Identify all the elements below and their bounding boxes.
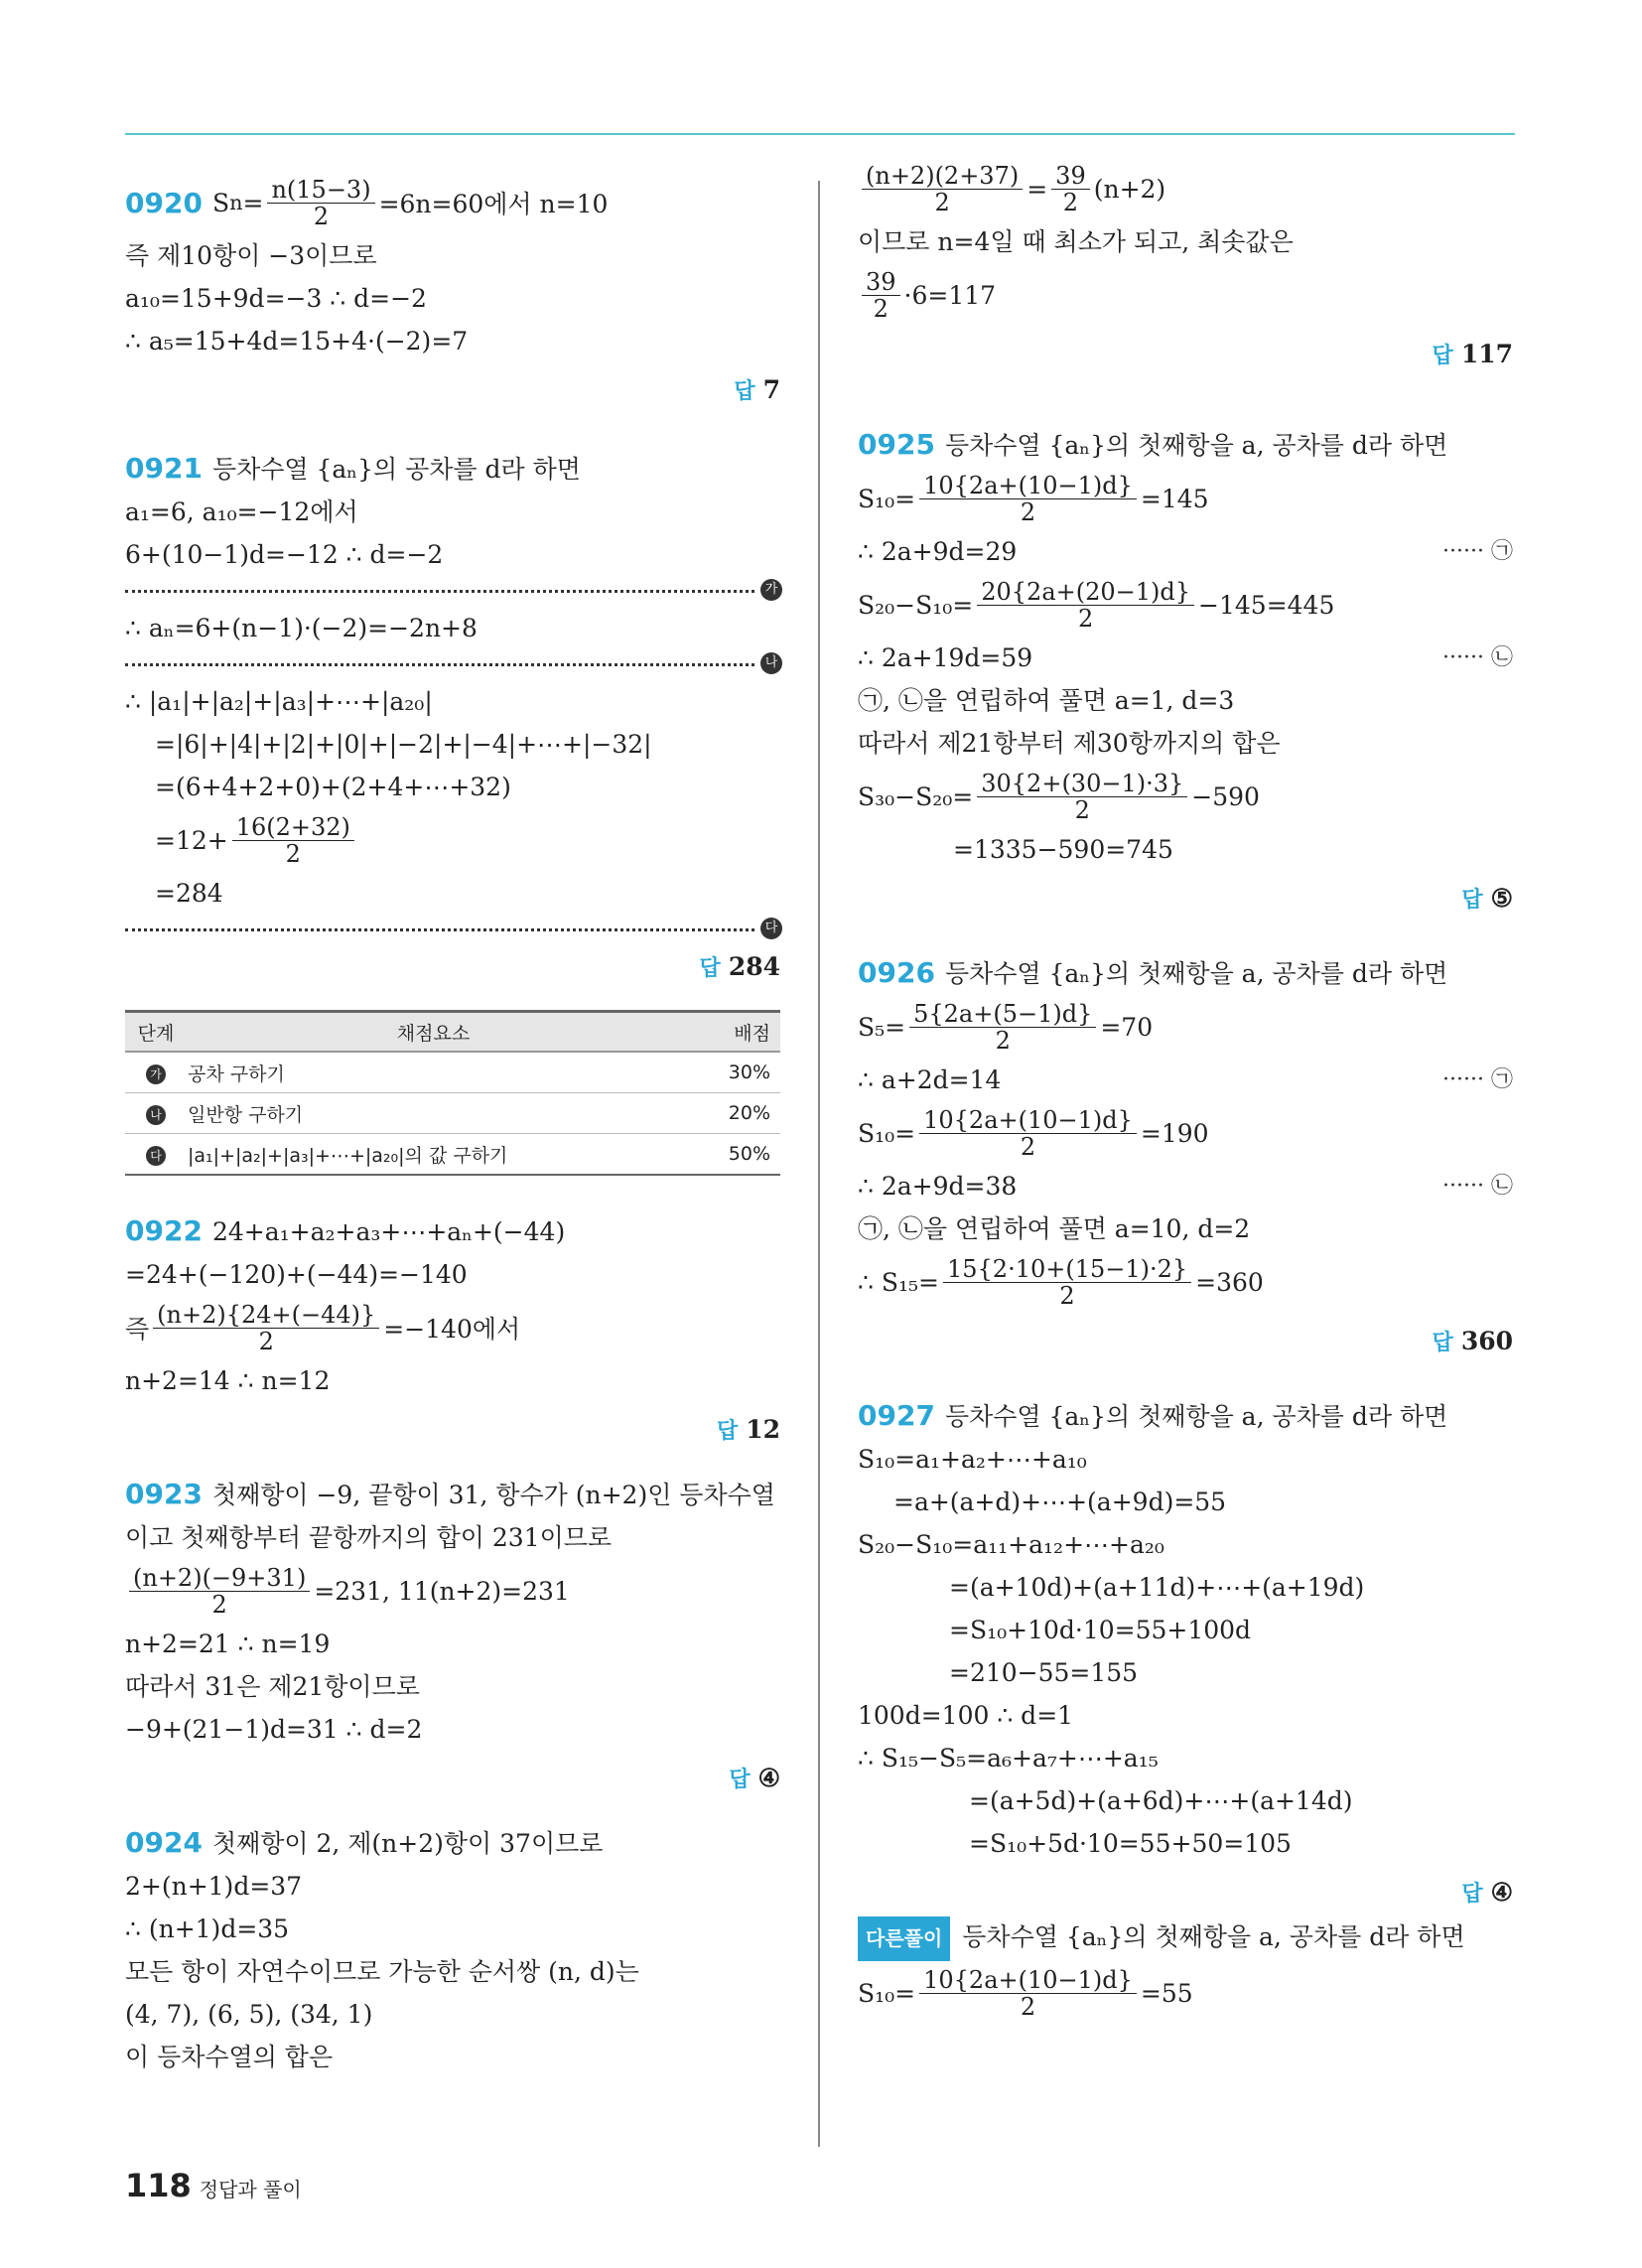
answer: 답 117 — [1432, 340, 1513, 368]
problem-0926: 0926 등차수열 {aₙ}의 첫째항을 a, 공차를 d라 하면 S₅= $\frac{5\{2a+(5-1)d\}}{2}$ =70 ∴ a+2d=14 ······ ㉠ S₁₀= $\frac{10\{2a+(10-1)d\}}{2}$ =190 ∴ 2a+9d=38 ······ ㉡ ㉠, ㉡을 연립하여 풀면 a=10, d=2 ∴ S₁₅= $\frac{15\{2\cdot 10+(15-1)\cdot 2\}}{2}$ =360 답 360 — [858, 951, 1513, 1364]
problem-0923: 0923 첫째항이 −9, 끝항이 31, 항수가 (n+2)인 등차수열 이고 첫째항부터 끝항까지의 합이 231이므로 $\frac{(n+2)(-9+31)}{2}$ =231, 11(n+2)=231 n+2=21 ∴ n=19 따라서 31은 제21항이므로 −9+(21−1)d=31 ∴ d=2 답 ④ — [125, 1473, 780, 1801]
right-column — [858, 161, 1513, 2025]
page-footer — [125, 2167, 302, 2204]
fraction: $\frac{n(15-3)}{2}$ — [267, 177, 374, 229]
answer: 답 12 — [716, 1415, 780, 1444]
fraction: $\frac{(n+2)(-9+31)}{2}$ — [129, 1565, 310, 1618]
header-rule — [125, 133, 1515, 135]
fraction: $\frac{5\{2a+(5-1)d\}}{2}$ — [909, 1001, 1096, 1054]
problem-0924-continued: $\frac{(n+2)(2+37)}{2}$ = $\frac{39}{2}$ (n+2) 이므로 n=4일 때 최소가 되고, 최솟값은 $\frac{39}{2}$ ·6=117 답 117 — [858, 157, 1513, 377]
step-divider — [125, 921, 778, 935]
fraction: $\frac{10\{2a+(10-1)d\}}{2}$ — [919, 1107, 1137, 1160]
answer: 답 ④ — [1461, 1878, 1513, 1907]
problem-0920: 0920 S n = $\frac{n(15-3)}{2}$ =6n=60에서 n=10 즉 제10항이 −3이므로 a₁₀=15+9d=−3 ∴ d=−2 ∴ a₅=15+4d=15+4·(−2)=7 답 7 — [125, 171, 780, 413]
problem-number: 0924 — [125, 1826, 203, 1859]
step-divider — [125, 582, 778, 597]
problem-number: 0927 — [858, 1399, 935, 1432]
problem-number: 0922 — [125, 1214, 203, 1247]
answer: 답 284 — [699, 952, 780, 981]
fraction: $\frac{39}{2}$ — [1051, 163, 1090, 215]
step-marker: 가 — [760, 579, 782, 601]
scoring-table: 단계 채점요소 배점 가 공차 구하기 30% 나 일반항 구하기 20% 다 |a₁|+|a₂|+|a₃|+⋯+|a₂₀|의 값 구하기 50% — [125, 1010, 780, 1176]
step-marker: 나 — [760, 652, 782, 674]
fraction: $\frac{16(2+32)}{2}$ — [232, 814, 354, 867]
fraction: $\frac{(n+2)\{24+(-44)\}}{2}$ — [153, 1302, 379, 1354]
step-marker: 다 — [760, 918, 782, 939]
problem-0927: 0927 등차수열 {aₙ}의 첫째항을 a, 공차를 d라 하면 S₁₀=a₁+a₂+⋯+a₁₀ =a+(a+d)+⋯+(a+9d)=55 S₂₀−S₁₀=a₁₁+a₁₂+⋯+a₂₀ =(a+10d)+(a+11d)+⋯+(a+19d) =S₁₀+10d·10=55+100d =210−55=155 100d=100 ∴ d=1 ∴ S₁₅−S₅=a₆+a₇+⋯+a₁₅ =(a+5d)+(a+6d)+⋯+(a+14d) =S₁₀+5d·10=55+50=105 답 ④ 다른풀이 등차수열 {aₙ}의 첫째항을 a, 공차를 d라 하면 S₁₀= $\frac{10\{2a+(10-1)d\}}{2}$ =55 — [858, 1399, 1513, 2021]
problem-number: 0921 — [125, 452, 203, 485]
answer: 답 7 — [734, 375, 780, 404]
answer: 답 360 — [1432, 1327, 1513, 1355]
page-label: 정답과 풀이 — [199, 2178, 302, 2201]
fraction: $\frac{15\{2\cdot 10+(15-1)\cdot 2\}}{2}$ — [943, 1256, 1191, 1309]
problem-0921: 0921 등차수열 {aₙ}의 공차를 d라 하면 a₁=6, a₁₀=−12에서 6+(10−1)d=−12 ∴ d=−2 가 ∴ aₙ=6+(n−1)·(−2)=−2n+8 나 ∴ |a₁|+|a₂|+|a₃|+⋯+|a₂₀| =|6|+|4|+|2|+|0|+|−2|+|−4|+⋯+|−32| =(6+4+2+0)+(2+4+⋯+32) =12+ $\frac{16(2+32)}{2}$ =284 다 답 284 — [125, 447, 780, 990]
table-row: 다 |a₁|+|a₂|+|a₃|+⋯+|a₂₀|의 값 구하기 50% — [125, 1134, 780, 1176]
answer: 답 ④ — [729, 1764, 780, 1792]
alt-solution-badge: 다른풀이 — [858, 1916, 950, 1961]
table-row: 나 일반항 구하기 20% — [125, 1093, 780, 1134]
problem-0925: 0925 등차수열 {aₙ}의 첫째항을 a, 공차를 d라 하면 S₁₀= $\frac{10\{2a+(10-1)d\}}{2}$ =145 ∴ 2a+9d=29 ······ ㉠ S₂₀−S₁₀= $\frac{20\{2a+(20-1)d\}}{2}$ −145=445 ∴ 2a+19d=59 ······ ㉡ ㉠, ㉡을 연립하여 풀면 a=1, d=3 따라서 제21항부터 제30항까지의 합은 S₃₀−S₂₀= $\frac{30\{2+(30-1)\cdot 3\}}{2}$ −590 =1335−590=745 답 ⑤ — [858, 423, 1513, 921]
fraction: $\frac{(n+2)(2+37)}{2}$ — [862, 163, 1023, 215]
answer: 답 ⑤ — [1461, 884, 1513, 913]
table-row: 가 공차 구하기 30% — [125, 1052, 780, 1093]
left-column — [125, 171, 780, 2078]
fraction: $\frac{30\{2+(30-1)\cdot 3\}}{2}$ — [977, 771, 1187, 823]
problem-0924: 0924 첫째항이 2, 제(n+2)항이 37이므로 2+(n+1)d=37 ∴ (n+1)d=35 모든 항이 자연수이므로 가능한 순서쌍 (n, d)는 (4, 7), (6, 5), (34, 1) 이 등차수열의 합은 — [125, 1826, 639, 2071]
fraction: $\frac{10\{2a+(10-1)d\}}{2}$ — [919, 473, 1137, 525]
step-divider — [125, 655, 778, 670]
problem-number: 0926 — [858, 956, 935, 989]
problem-number: 0925 — [858, 428, 935, 461]
problem-number: 0923 — [125, 1478, 203, 1510]
fraction: $\frac{10\{2a+(10-1)d\}}{2}$ — [919, 1967, 1137, 2020]
problem-number: 0920 — [125, 186, 203, 219]
column-divider — [818, 181, 820, 2147]
fraction: $\frac{20\{2a+(20-1)d\}}{2}$ — [977, 579, 1194, 632]
fraction: $\frac{39}{2}$ — [862, 269, 900, 322]
page-number: 118 — [125, 2167, 192, 2204]
problem-0922: 0922 24+a₁+a₂+a₃+⋯+aₙ+(−44) =24+(−120)+(−44)=−140 즉 $\frac{(n+2)\{24+(-44)\}}{2}$ =−140에서 n+2=14 ∴ n=12 답 12 — [125, 1209, 780, 1453]
